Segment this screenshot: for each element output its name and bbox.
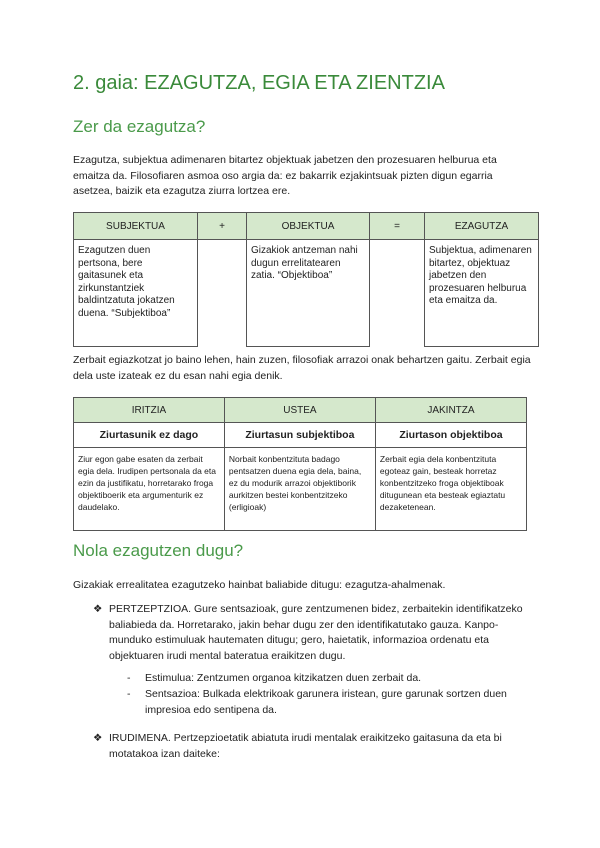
cell-equals-empty [370, 240, 425, 347]
knowledge-equation-table [73, 212, 539, 347]
header-objektua: OBJEKTUA [247, 213, 370, 240]
dash-bullet-icon: - [127, 688, 131, 700]
page-title: 2. gaia: EZAGUTZA, EGIA ETA ZIENTZIA [73, 72, 445, 94]
subitem-sentsazioa [127, 687, 537, 718]
cell-ezagutza: Subjektua, adimenaren bitartez, objektuaz jabetzen den prozesuaren helburua eta emaitza da. [425, 240, 539, 347]
cell-ustea: Norbait konbentzituta badago pentsatzen duena egia dela, baina, ez du modurik arrazoi objektiborik aurkitzen bestei konbentzitzeko (erligioak) [224, 448, 375, 531]
subheader-iritzia: Ziurtasunik ez dago [74, 423, 225, 448]
intro-paragraph: Ezagutza, subjektua adimenaren bitartez objektuak jabetzen den prozesuaren helburua eta emaitza da. Filosofiaren asmoa oso argia da: ez bakarrik ezjakintsuak pizten digun egarria asetzea, baizik eta ezagutza ziurra lortzea ere. [73, 154, 497, 197]
cell-objektua: Gizakiok antzeman nahi dugun errelitatearen zatia. “Objektiboa” [247, 240, 370, 347]
cell-iritzia: Ziur egon gabe esaten da zerbait egia dela. Irudipen pertsonala da eta ezin da justifikatu, horretarako froga objektiboerik eta argumenturik ez daudelako. [74, 448, 225, 531]
header-iritzia: IRITZIA [74, 398, 225, 423]
subitem-estimulua [127, 671, 537, 687]
diamond-bullet-icon: ❖ [93, 732, 103, 744]
subheader-jakintza: Ziurtason objektiboa [375, 423, 526, 448]
dash-bullet-icon: - [127, 672, 131, 684]
header-jakintza: JAKINTZA [375, 398, 526, 423]
bullet-irudimena [93, 731, 533, 762]
second-paragraph: Zerbait egiazkotzat jo baino lehen, hain zuzen, filosofiak arrazoi onak behartzen gaitu. Zerbait egia dela uste izateak ez du esan nahi egia denik. [73, 354, 531, 382]
bullet-pertzeptzioa [93, 602, 533, 664]
subitem-text: Sentsazioa: Bulkada elektrikoak garunera iristean, gure garunak sortzen duen impresioa edo sentipena da. [145, 688, 507, 716]
bullet-text: PERTZEPTZIOA. Gure sentsazioak, gure zentzumenen bidez, zerbaitekin identifikatzeko baliabieda da. Horretarako, jakin behar dugu zer den identifikatutako gauza. Kanpo-munduko estimuluak hautematen ditugu; gero, haietatik, informazioa ordenatu eta objektuaren irudi mental bateratua eraikitzen dugu. [109, 603, 523, 662]
section-heading-nola: Nola ezagutzen dugu? [73, 541, 244, 560]
cell-subjektua: Ezagutzen duen pertsona, bere gaitasunek eta zirkunstantziek baldintzatuta jokatzen duena. “Subjektiboa” [74, 240, 198, 347]
section2-intro: Gizakiak errealitatea ezagutzeko hainbat baliabide ditugu: ezagutza-ahalmenak. [73, 579, 446, 591]
subheader-ustea: Ziurtasun subjektiboa [224, 423, 375, 448]
header-equals: = [370, 213, 425, 240]
subitem-text: Estimulua: Zentzumen organoa kitzikatzen duen zerbait da. [145, 672, 422, 684]
header-ezagutza: EZAGUTZA [425, 213, 539, 240]
header-ustea: USTEA [224, 398, 375, 423]
section-heading-zer-da: Zer da ezagutza? [73, 117, 206, 136]
header-subjektua: SUBJEKTUA [74, 213, 198, 240]
diamond-bullet-icon: ❖ [93, 603, 103, 615]
belief-types-table [73, 397, 527, 531]
header-plus: + [198, 213, 247, 240]
cell-plus-empty [198, 240, 247, 347]
bullet-text: IRUDIMENA. Pertzepzioetatik abiatuta irudi mentalak eraikitzeko gaitasuna da eta bi motatakoa izan daiteke: [109, 732, 502, 760]
cell-jakintza: Zerbait egia dela konbentzituta egoteaz gain, besteak horretaz konbentzitzeko froga objektiboak ditugunean eta besteak egiaztatu dezaketenean. [375, 448, 526, 531]
